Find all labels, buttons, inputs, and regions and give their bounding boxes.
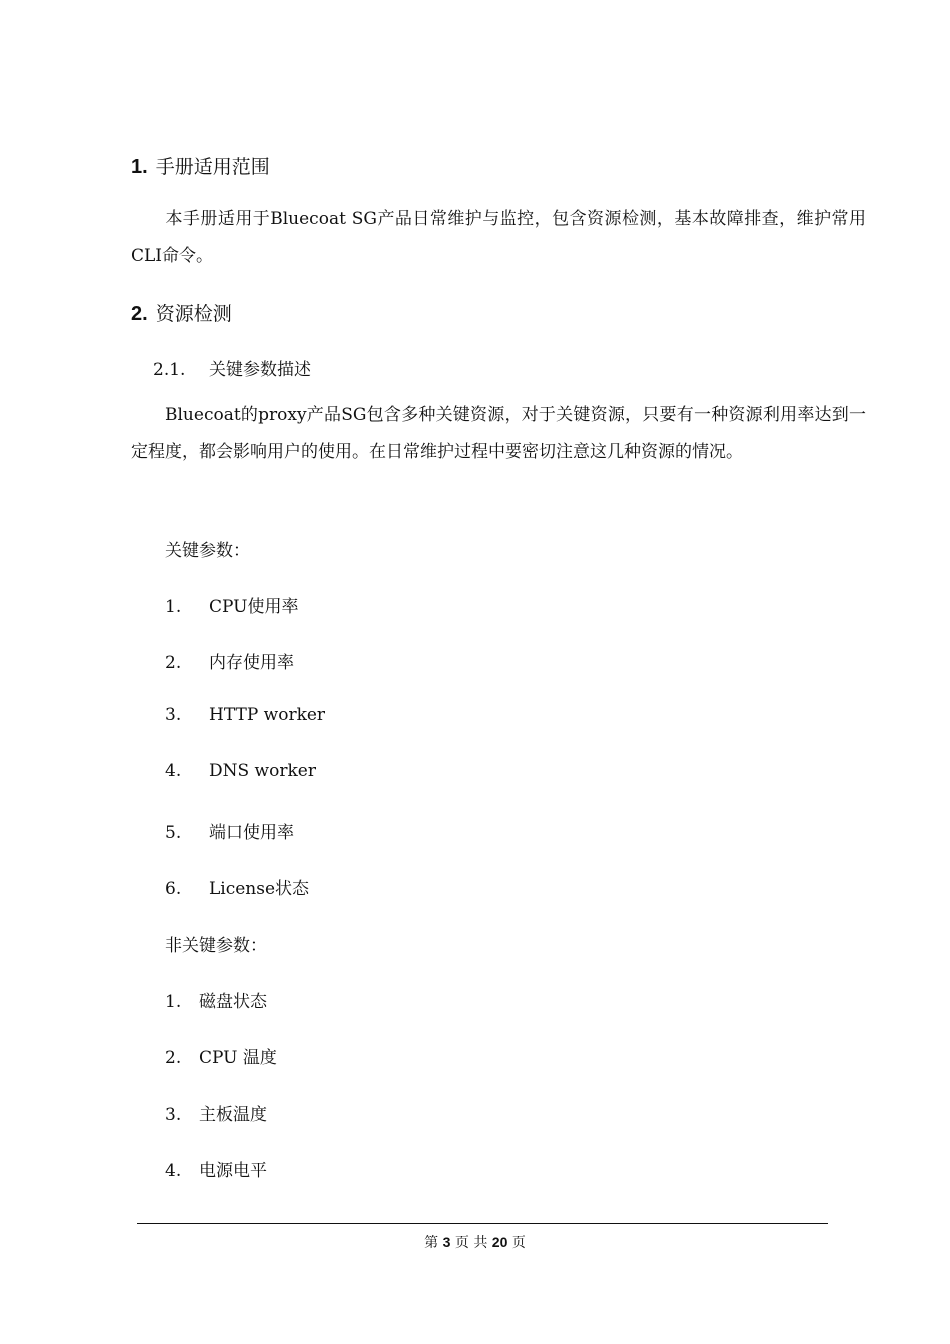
list-item-number: 6. — [165, 879, 182, 899]
list-item — [165, 987, 267, 1012]
list-item-text: 电源电平 — [199, 1161, 267, 1181]
footer-mid: 页 共 — [454, 1235, 488, 1251]
list-item-text: HTTP worker — [209, 705, 326, 725]
footer-total-pages: 20 — [491, 1234, 508, 1250]
footer-divider — [137, 1223, 828, 1224]
footer-page-number: 3 — [442, 1234, 451, 1250]
list-item-text: 端口使用率 — [209, 823, 294, 843]
list-item-number: 2. — [165, 1048, 182, 1068]
page-footer — [0, 1232, 950, 1252]
list-item — [165, 592, 298, 617]
section-2-title: 资源检测 — [155, 303, 232, 325]
list-item-number: 4. — [165, 761, 182, 781]
list-item-number: 1. — [165, 597, 182, 617]
list-item — [165, 648, 294, 673]
list-item — [165, 1043, 277, 1068]
list-item — [165, 761, 316, 781]
nonkey-params-heading: 非关键参数： — [165, 936, 267, 956]
list-item-text: DNS worker — [209, 761, 316, 781]
section-1-heading — [131, 152, 270, 179]
list-item-text: CPU使用率 — [209, 597, 299, 617]
list-item — [165, 705, 325, 725]
subsection-title: 关键参数描述 — [209, 360, 311, 380]
list-item-text: License状态 — [209, 879, 310, 899]
list-item-text: CPU 温度 — [199, 1048, 277, 1068]
list-item — [165, 1156, 267, 1181]
section-1-number: 1. — [131, 156, 148, 178]
section-2-number: 2. — [131, 303, 148, 325]
list-item-number: 4. — [165, 1161, 182, 1181]
list-item-number: 3. — [165, 705, 182, 725]
subsection-heading — [153, 355, 311, 380]
subsection-number: 2.1. — [153, 360, 186, 380]
list-item — [165, 818, 294, 843]
list-item-number: 5. — [165, 823, 182, 843]
list-item — [165, 874, 309, 899]
list-item-text: 内存使用率 — [209, 653, 294, 673]
list-item — [165, 1100, 267, 1125]
footer-prefix: 第 — [424, 1235, 439, 1251]
section-1-title: 手册适用范围 — [155, 156, 270, 178]
paragraph-resources — [131, 397, 866, 471]
paragraph-scope-text: 本手册适用于Bluecoat SG产品日常维护与监控，包含资源检测，基本故障排查，维护常用CLI命令。 — [131, 209, 866, 266]
list-item-number: 3. — [165, 1105, 182, 1125]
footer-suffix: 页 — [511, 1235, 526, 1251]
section-2-heading — [131, 299, 232, 326]
list-item-text: 主板温度 — [199, 1105, 267, 1125]
list-item-text: 磁盘状态 — [199, 992, 267, 1012]
paragraph-scope — [131, 201, 866, 275]
list-item-number: 1. — [165, 992, 182, 1012]
paragraph-resources-text: Bluecoat的proxy产品SG包含多种关键资源，对于关键资源，只要有一种资源利用率达到一定程度，都会影响用户的使用。在日常维护过程中要密切注意这几种资源的情况。 — [131, 405, 866, 462]
list-item-number: 2. — [165, 653, 182, 673]
key-params-heading: 关键参数： — [165, 541, 250, 561]
